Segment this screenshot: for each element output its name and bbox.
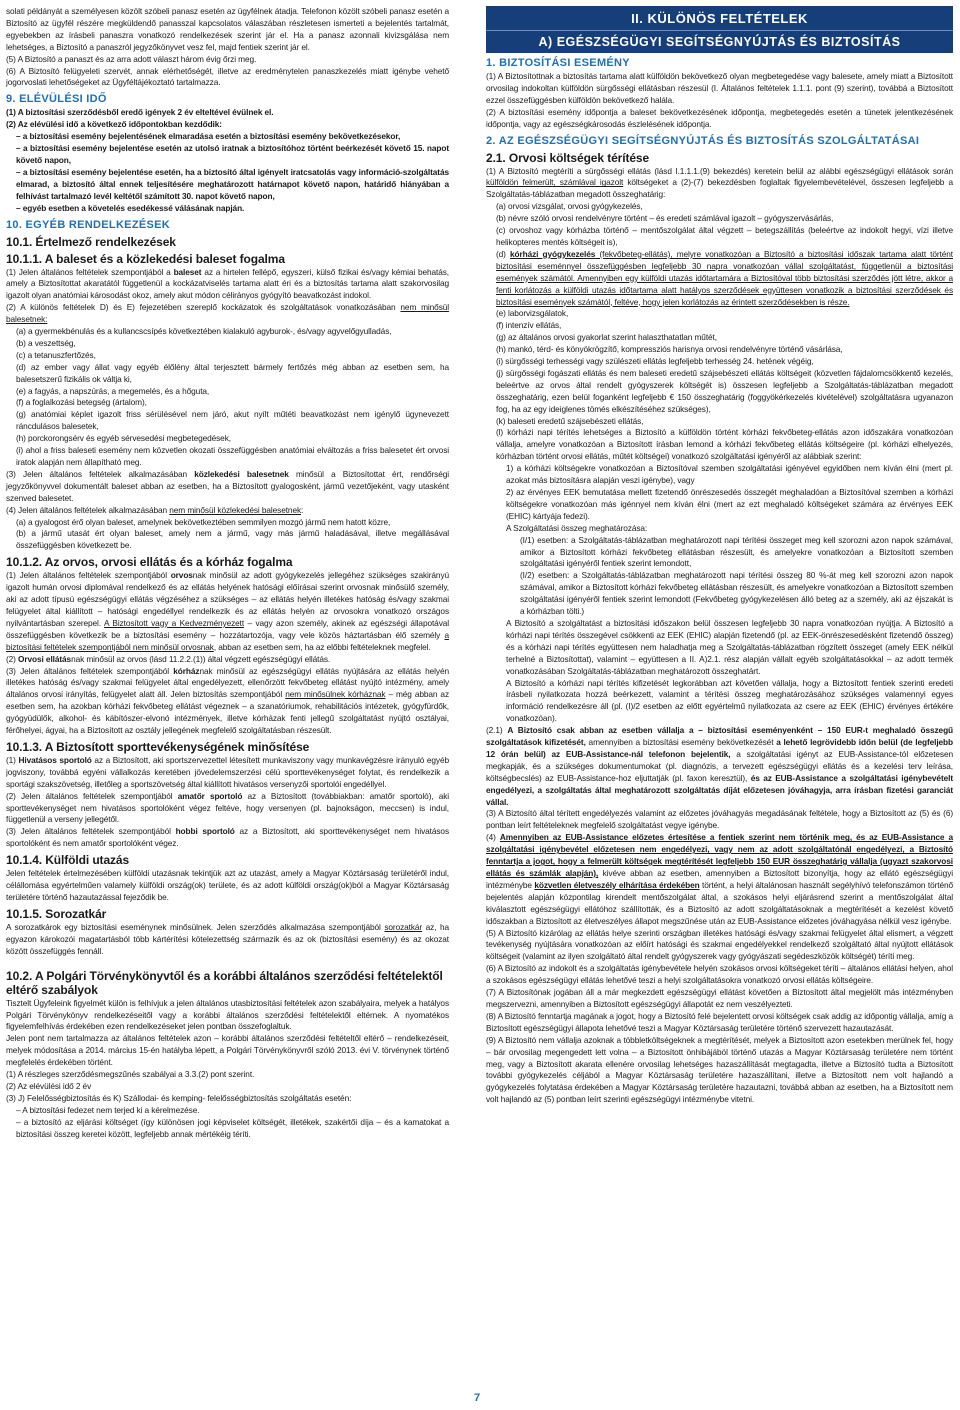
list-item: (f) intenzív ellátás, bbox=[496, 320, 562, 331]
subsection-heading: 10.1.2. Az orvos, orvosi ellátás és a kórház fogalma bbox=[6, 555, 293, 570]
list-item: (f) a foglalkozási betegség (ártalom), bbox=[16, 397, 147, 408]
list-item: (a) a gyermekbénulás és a kullancscsípés következtében kialakuló agyburok-, és/vagy agyvelőgyulladás, bbox=[16, 326, 392, 337]
list-item: (b) névre szóló orvosi rendelvényre történt – és eredeti számlával igazolt – gyógyszervásárlás, bbox=[496, 213, 834, 224]
list-item: A Szolgáltatási összeg meghatározása: bbox=[506, 522, 648, 533]
list-item: – a biztosítási esemény bejelentése esetén, ha a biztosító által igényelt iratcsatolás vagy információ-szolgáltatás elmarad, a biztosító által ennek teljesítésére meghatározott határnapot követő napon, határidő hiányában a felhívást tartalmazó levél keltétől számított 30. napot követő napon, bbox=[16, 166, 449, 201]
list-item: (d) kórházi gyógykezelés (fekvőbeteg-ellátás), melyre vonatkozóan a Biztosító a biztosítási időszak tartama alatt történt biztosítási eseménnyel összefüggésben legfeljebb 30 napra vonatkozóan vállal szolgáltatást, függetlenül a biztosítási események számától. Amennyiben egy külföldi utazás időtartamára a Biztosítóval több biztosítási szerződés jött létre, akkor a fenti korlátozás a külföldi utazás időtartama alatt hatályos szerződések együttesen vonatkozik a biztosítási szerződések és biztosítási események számától, feltéve, hogy jelen korlátozás az érintett szerződésekben is része. bbox=[496, 248, 954, 307]
paragraph: (4) Jelen általános feltételek alkalmazásában nem minősül közlekedési balesetnek: bbox=[6, 504, 304, 515]
list-item: (a) a gyalogost érő olyan baleset, amelynek bekövetkeztében semmilyen mozgó jármű nem hatott közre, bbox=[16, 516, 391, 527]
section-banner bbox=[486, 6, 953, 53]
section-heading-2: 2. AZ EGÉSZSÉGÜGYI SEGÍTSÉGNYÚJTÁS ÉS BIZTOSÍTÁS SZOLGÁLTATÁSAI bbox=[486, 134, 920, 147]
paragraph: A Biztosító a kórházi napi térítés kifizetését legkorábban azt követően vállalja, hogy a Biztosított fentiek szerinti eredeti írásbeli nyilatkozata hozzá beérkezett, valamint a térítési összeg meghatározásához szükséges valamennyi egyes információ rendelkezésre áll (pl. (I)/2 esetben az előtt egyértelmű nyilatkozata az csere az EEK (EHIC) érvényes értékére vonatkozóan). bbox=[506, 677, 953, 724]
intro-paragraph: (5) A Biztosító a panaszt és az arra adott választ három évig őrzi meg. bbox=[6, 53, 257, 64]
list-item: (i) ahol a friss baleseti esemény nem közvetlen okozati összefüggésben anatómiai elváltozás a friss balesetet ért orvosi iratok alapján nem állapítható meg. bbox=[16, 445, 449, 467]
list-item: (a) orvosi vizsgálat, orvosi gyógykezelés, bbox=[496, 201, 643, 212]
list-item: 2) az érvényes EEK bemutatása mellett fizetendő önrészesedés összegét meghaladóan a Biztosítóval szemben a kórházi költségekre vonatkozóan más igénnyel nem kíván élni (mert az ezt meghaladó költségeket számára az érvényes EEK (EHIC) kártyája fedezi). bbox=[506, 487, 953, 521]
list-item: (h) mankó, térd- és könyökrögzítő, kompressziós harisnya orvosi rendelvényre történő vásárlása, bbox=[496, 344, 843, 355]
section-heading-1: 1. BIZTOSÍTÁSI ESEMÉNY bbox=[486, 57, 630, 69]
paragraph: (2) Orvosi ellátásnak minősül az orvos (lásd 11.2.2.(1)) által végzett egészségügyi ellátás. bbox=[6, 653, 331, 664]
list-item: (c) orvoshoz vagy kórházba történő – mentőszolgálat által végzett – betegszállítás (beleértve az indokolt hegyi, vízi illetve helikopteres mentés költségeit is), bbox=[496, 225, 953, 247]
paragraph: Jelen pont nem tartalmazza az általános feltételek azon – korábbi általános szerződési feltételtől eltérő – rendelkezéseit, melyek módosítása a 2014. március 15-én hatályba lépett, a Polgári Törvénykönyvről szóló 2013. évi V. törvénynek történő megfelelés érdekében történt. bbox=[6, 1033, 449, 1068]
intro-paragraph: (6) A Biztosító felügyeleti szervét, annak elérhetőségét, illetve az eredménytelen panaszkezelés miatt igénybe vehető jogorvoslati lehetőségeket az Ügyféltájékoztató tartalmazza. bbox=[6, 65, 449, 88]
paragraph: (1) A Biztosítottnak a biztosítás tartama alatt külföldön bekövetkező olyan megbetegedése vagy balesete, amely miatt a Biztosított orvosilag indokoltan külföldön sürgősségi ellátásban részesül (I. Általános feltételek 1.1.1. pont (9) szerint), továbbá a Biztosított ezzel összefüggésben külföldön bekövetkező halála. bbox=[486, 71, 953, 105]
subsection-heading: 10.1.3. A Biztosított sporttevékenységének minősítése bbox=[6, 739, 310, 754]
section-heading-9: 9. ELÉVÜLÉSI IDŐ bbox=[6, 93, 107, 106]
list-item: (g) anatómiai képlet igazolt friss sérülésével nem járó, akut nyílt műtéti beavatkozást nem igénylő ügynevezett ráncdulásos balesetek, bbox=[16, 409, 449, 432]
list-item: (j) sürgősségi fogászati ellátás és nem baleseti eredetű szájsebészeti ellátás költségeit (közvetlen fájdalomcsökkentő kezelés, beleértve az orvos által rendelt gyógyszerek költségét is) összesen legfeljebb a Szolgáltatás-táblázatban megadott összeghatárig, ezen belül foganként legfeljebb € 150 összeghatárig (foggyökérkezelés kivételével) szolgáltatásra ugyanazon fog, ha az egy ideiglenes tömés elkészítéséhez szükséges), bbox=[496, 367, 953, 414]
section-heading-10: 10. EGYÉB RENDELKEZÉSEK bbox=[6, 218, 170, 231]
paragraph: (3) Jelen általános feltételek szempontjából hobbi sportoló az a Biztosított, aki sporttevékenységet nem hivatásos sportolóként és nem amatőr sportolóként végez. bbox=[6, 826, 449, 849]
right-column bbox=[486, 6, 953, 1106]
paragraph: A sorozatkárok egy biztosítási eseménynek minősülnek. Jelen szerződés alkalmazása szempontjából sorozatkár az, ha egyazon károkozói magatartásból több kártérítési kötelezettség származik és az ok (biztosítási esemény) és az okozat között összefüggés fennáll. bbox=[6, 921, 449, 956]
paragraph: (2) Az elévülési idő a következő időpontokban kezdődik: bbox=[6, 119, 222, 130]
left-column bbox=[6, 6, 449, 1141]
paragraph: (2) Jelen általános feltételek szempontjából amatőr sportoló az a Biztosított (továbbiakban: amatőr sportoló), aki sporttevékenységet nem hivatásos sportolóként végez feltéve, hogy versenyen (pl. bajnokságon, meccsen) is indul, függetlenül a verseny jellegétől. bbox=[6, 790, 450, 825]
paragraph: Jelen feltételek értelmezésében külföldi utazásnak tekintjük azt az utazást, amely a Magyar Köztársaság területéről indul, célállomása egyértelműen valamely külföldi ország(ok) területe, és az adott külföldi ország(ok)ból a Magyar Köztársaság területére történő hazautazással fejeződik be. bbox=[6, 868, 449, 902]
paragraph: (2.1) A Biztosító csak abban az esetben vállalja a – biztosítási eseményenként – 150 EUR-t meghaladó összegű szolgáltatások kifizetését, amennyiben a biztosítási esemény bekövetkezését a lehető legrövidebb időn belül (de legfeljebb 12 órán belül) az EUB-Assistance-nál telefonon bejelentik, a szolgáltatási igényt az EUB-Assistance-tól előzetesen megkapják, és a szükséges dokumentumokat (pl. diagnózis, a tervezett egészségügyi ellátás és a kezelési terv leírása, költségbecslés) az EUB-Assistance-hoz eljuttatják (pl. faxon keresztül), és az EUB-Assistance a szolgáltatási igénybevételt engedélyezi, a szolgáltatás által meghatározott szolgáltatás díját előzetesen jóváhagyja, arra írásban fizetési garanciát vállal. bbox=[486, 725, 954, 807]
list-item: (l) kórházi napi térítés lehetséges a Biztosító a külföldön történt kórházi fekvőbeteg-ellátás azon időszakára vonatkozóan vállalja, amelyre vonatkozóan a Biztosított írásban lemond a kórházi fekvőbeteg ellátás költségeire (pl. kórházi elhelyezés, kórházban történt orvosi ellátás, műtét költségei) vonatkozó szolgáltatási igényéről az alábbiak szerint: bbox=[496, 427, 953, 462]
paragraph: (6) A Biztosító az indokolt és a szolgáltatás igénybevétele helyén szokásos orvosi költségeket téríti – általános ellátási helyen, ahol a szokásos egészségügyi ellátás lehetővé teszi a helyi szolgáltatásokra vonatkozó orvosi ellátás költségeire. bbox=[486, 963, 953, 986]
paragraph: (2) Az elévülési idő 2 év bbox=[6, 1080, 92, 1091]
paragraph: (1) A részleges szerződésmegszűnés szabályai a 3.3.(2) pont szerint. bbox=[6, 1069, 255, 1080]
list-item: (c) a tetanuszfertőzés, bbox=[16, 349, 96, 360]
paragraph: (1) Hivatásos sportoló az a Biztosított, aki sportszervezettel létesített munkaviszony vagy munkavégzésre irányuló egyéb jogviszony, továbbá egyéni vállalkozás keretében jövedelemszerzési célú sporttevékenységet folytat, és rendelkezik a sportági szakszövetség, illetőleg a sportszövetség által kiállított hivatásos versenyzői sportolói engedéllyel. bbox=[6, 754, 450, 789]
paragraph: (8) A Biztosító fenntartja magának a jogot, hogy a Biztosító felé bejelentett orvosi költségek csak addig az időpontig vállalja, amíg a Biztosított egészségügyi állapota lehetővé teszi a Magyar Köztársaság területére történő szervezett hazautazását. bbox=[486, 1010, 953, 1033]
list-item: (h) porckorongsérv és egyéb sérvesedési megbetegedések, bbox=[16, 433, 231, 444]
list-item: (d) az ember vagy állat vagy egyéb élőlény által terjesztett bármely fertőzés még abban az esetben sem, ha balesetszerű fizikális ok váltja ki, bbox=[16, 361, 449, 384]
list-item: – egyéb esetben a követelés esedékessé válásának napján. bbox=[16, 202, 245, 213]
subsection-heading: 10.1. Értelmező rendelkezések bbox=[6, 234, 176, 249]
paragraph: (1) Jelen általános feltételek szempontjából orvosnak minősül az adott gyógykezelés jellegéhez szükséges szakirányú igazolt humán orvosi diplomával rendelkező és az ellátás helyének hatósági előírásai szerint orvosnak minősülő személy, aki az adott típusú egészségügyi ellátás végzéséhez a szükséges – az ellátás helyén illetékes hatóság és/vagy szakmai felügyelet által kiállított – hatósági engedéllyel rendelkezik és az ellátás helyén az orvosokra vonatkozó országos nyilvántartásban szerepel. A Biztosított vagy a Kedvezményezett – vagy azon személy, akinek az egészségi állapotával összefüggésben következik be a biztosítási esemény – hozzátartozója, vagy vele közös háztartásban élő személy a biztosítási feltételek szempontjából nem minősül orvosnak, abban az esetben sem, ha az előbbi feltételeknek megfelel. bbox=[6, 570, 450, 652]
list-item: (k) baleseti eredetű szájsebészeti ellátás, bbox=[496, 415, 644, 426]
banner-subtitle: A) EGÉSZSÉGÜGYI SEGÍTSÉGNYÚJTÁS ÉS BIZTOSÍTÁS bbox=[486, 30, 953, 53]
list-item: – a biztosítási esemény bejelentése esetén az utolsó iratnak a biztosítóhoz történt beérkezését követő 15. napot követő napon, bbox=[16, 143, 449, 165]
list-item: (b) a veszettség, bbox=[16, 337, 76, 348]
list-item: – A biztosítási fedezet nem terjed ki a kérelmezése. bbox=[16, 1104, 200, 1115]
paragraph: (3) Jelen általános feltételek alkalmazásában közlekedési balesetnek minősül a Biztosítottat ért, rendőrségi jegyzőkönyvvel dokumentált baleset abban az esetben, ha a Biztosított gyalogosként, jármű vezetőjeként, vagy utasként szenved balesetet. bbox=[6, 468, 450, 503]
list-item: 1) a kórházi költségekre vonatkozóan a Biztosítóval szemben szolgáltatási igényével egyidőben nem kíván élni (mert pl. azokat más biztosításra alapján veszi igénybe), vagy bbox=[506, 463, 953, 486]
list-item: (i) sürgősségi terhességi vagy szülészeti ellátás legfeljebb terhesség 24. hetének végéig, bbox=[496, 356, 814, 367]
paragraph: (2) A biztosítási esemény időpontja a baleset bekövetkezésének időpontja, megbetegedés esetén a tünetek jelentkezésének időpontja, vagy az egészségkárosodás észlelésének időpontja. bbox=[486, 106, 953, 129]
paragraph: (3) J) Felelősségbiztosítás és K) Szállodai- és kemping- felelősségbiztosítás szolgáltatás esetén: bbox=[6, 1092, 352, 1103]
list-item: (b) a jármű utasát ért olyan baleset, amely nem a jármű, vagy más jármű haladásával, illetve megállásával összefüggésben következett be. bbox=[16, 528, 449, 551]
subsection-heading: 2.1. Orvosi költségek térítése bbox=[486, 150, 650, 165]
paragraph: (9) A Biztosító nem vállalja azoknak a többletköltségeknek a megtérítését, melyek a Biztosított azon esetekben merülnek fel, hogy – bár orvosilag megengedett lett volna – a Biztosított önhibájából történő utazás a Magyar Köztársaság területére nem történt meg, vagy a Biztosított akarata ellenére orvosilag lehetséges hazaszállítását megtagadta, illetve a Biztosító tudta a Biztosított további gyógykezelés céljából a Magyar Köztársaság területére hazaszállítani, illetve a Biztosított nem volt hajlandó a gyógykezelés folytatása érdekében a Magyar Köztársaság területére hazautazni, továbbá abban az esetben, ha a Biztosított nem volt hajlandó az (5) pontban leírt szerinti egészségügyi intézménybe vitetni. bbox=[486, 1034, 953, 1105]
paragraph: (2) A különös feltételek D) és E) fejezetében szereplő kockázatok és szolgáltatások vonatkozásában nem minősül balesetnek: bbox=[6, 302, 450, 325]
paragraph: (3) Jelen általános feltételek szempontjából kórháznak minősül az egészségügyi ellátás nyújtására az ellátás helyén illetékes hatóság és/vagy szakmai felügyelet által engedélyezett, ellenőrzött fekvőbeteg ellátást nyújtó intézmény, amely általános orvosi irányítás, felügyelet alatt áll. Jelen biztosítás szempontjából nem minősülnek kórháznak – még abban az esetben sem, ha azokban kórházi fekvőbeteg ellátást végeznek – a szanatóriumok, rehabilitációs intézetek, gyógyfürdők, gyógyüdülők, alkohol- és kábítószer-elvonó intézmények, illetve kórházak fenti jellegű szolgáltatást nyújtó osztályai, férőhelyei, ágyai, ha a Biztosított az osztály jellegének megfelelő szolgáltatásban részesült. bbox=[6, 665, 450, 736]
list-item: (g) az általános orvosi gyakorlat szerint halaszthatatlan műtét, bbox=[496, 332, 717, 343]
paragraph: (1) Jelen általános feltételek szempontjából a baleset az a hirtelen fellépő, egyszeri, külső fizikai és/vagy kémiai behatás, amely a Biztosítottat akaratától függetlenül a kockázatviselés tartama alatt éri és a biztosítás tartama alatt szakorvosilag igazolt olyan anatómiai károsodást okoz, amely akut módon célirányos gyógyító beavatkozást indokol. bbox=[6, 266, 450, 301]
list-item: – a biztosítási esemény bejelentésének elmaradása esetén a biztosítási esemény bekövetkezésekor, bbox=[16, 131, 401, 142]
subsection-heading: 10.1.5. Sorozatkár bbox=[6, 906, 107, 921]
list-item: – a biztosító az eljárási költséget (így különösen jogi képviselet költségét, illetékek, szakértői díja – és a kamatokat a biztosítási összeg keretei között, legfeljebb annak mértékéig téríti. bbox=[16, 1116, 449, 1139]
intro-paragraph: solati példányát a személyesen közölt szóbeli panasz esetén az ügyfélnek átadja. Telefonon közölt szóbeli panasz esetén a Biztosító az ügyfél részére megküldendő panasszal kapcsolatos válaszában részletesen ismerteti a bejelentés tartalmát, egyebekben az írásbeli panaszra vonatkozó rendelkezések szerint jár el. Ha a panasz azonnali kivizsgálása nem lehetséges, a Biztosító a panaszról jegyzőkönyvet vesz fel, majd fentiek szerint jár el. bbox=[6, 6, 449, 52]
list-item: (e) laborvizsgálatok, bbox=[496, 308, 569, 319]
subsection-heading: 10.2. A Polgári Törvénykönyvtől és a korábbi általános szerződési feltételektől eltérő szabályok bbox=[6, 968, 443, 997]
paragraph: A Biztosító a szolgáltatást a biztosítási időszakon belül összesen legfeljebb 30 napra vonatkozóan nyújtja. A Biztosító a kórházi napi térítés összegével csökkenti az EEK (EHIC) alapján fizetendő (pl. az EEK-önrészesedésként fizetendő összeg) és a kórházi napi térítés együttesen nem haladhatja meg a Szolgáltatás-táblázatban rögzített összeget (amely EEK nélkül terhelné a Biztosítottat), valamint – együttesen a II. A)2.1. rész alapján vállalt egyéb szolgáltatásokkal – az adott termék vonatkozásában Szolgáltatás-táblázatban meghatározott összeghatárt. bbox=[506, 617, 953, 676]
paragraph: (1) A Biztosító megtéríti a sürgősségi ellátás (lásd I.1.1.1.(9) bekezdés) keretein belül az alábbi egészségügyi ellátások során külföldön felmerült, számlával igazolt költségeket a (2)-(7) bekezdésben foglaltak figyelembevételével, összesen legfeljebb a Szolgáltatás-táblázatban megadott összeghatárig: bbox=[486, 165, 953, 200]
list-item: (I/2) esetben: a Szolgáltatás-táblázatban meghatározott napi térítési összeg 80 %-át meg kell szorozni azon napok számával, amikor a Biztosított kórházi fekvőbeteg ellátásban részesült, és amelyekre vonatkozóan a Biztosított szemben szolgáltatási igényéről fentiek szerint lemondott (Fekvőbeteg gyógykezelésen álló beteg az a személy, aki az éjszakát is a kórházban tölti.) bbox=[520, 570, 953, 617]
list-item: (I/1) esetben: a Szolgáltatás-táblázatban meghatározott napi térítési összeget meg kell szorozni azon napok számával, amikor a Biztosított kórházi fekvőbeteg ellátásban részesült, és amelyekre vonatkozóan a Biztosított szemben szolgáltatási igényéről fentiek szerint lemondott, bbox=[520, 534, 953, 569]
list-item: (e) a fagyás, a napszúrás, a megemelés, és a hőguta, bbox=[16, 385, 210, 396]
subsection-heading: 10.1.1. A baleset és a közlekedési baleset fogalma bbox=[6, 251, 285, 266]
page-number: 7 bbox=[474, 1392, 481, 1404]
paragraph: (5) A Biztosító kizárólag az ellátás helye szerinti országban illetékes hatósági és/vagy szakmai felügyelet által elismert, a végzett tevékenység nyújtására vonatkozóan az előírt hatósági és szakmai engedélyekkel rendelkező szolgáltató által nyújtott ellátások költségeit (valamint az ilyen szolgáltató által rendelt gyógyszerek vagy gyógyászati segédeszközök költségét) téríti meg. bbox=[486, 927, 953, 962]
paragraph: (4) Amennyiben az EUB-Assistance előzetes értesítése a fentiek szerint nem történik meg, és az EUB-Assistance a szolgáltatási igénybevétel előzetesen nem engedélyezi, vagy nem az adott szolgáltatónál engedélyezi, a Biztosító fenntartja a jogot, hogy a felmerült költségek megtérítését legfeljebb 150 EUR összeghatárig vállalja (ugyazt szakorvosi ellátás és számlák alapján), kivéve abban az esetben, amennyiben a Biztosított bizonyítja, hogy az ellátó egészségügyi intézménybe közvetlen életveszély elhárítása érdekében történt, a helyi általánosan használt segélyhívó telefonszámon történő bejelentés alapján központilag kirendelt mentőszolgálat által, a szokásos helyi eljárásrend szerint a mentőszolgálat által kiválasztott egészségügyi ellátóhoz szállították, és a Biztosító az adott szolgáltatásoknak a megtérítését a kezelést követő időszakban a Biztosított az életveszélyes állapot megszűnése után az EUB-Assistance előzetes jóváhagyása nélkül vesz igénybe. bbox=[486, 832, 953, 926]
paragraph: (7) A Biztosítónak jogában áll a már megkezdett egészségügyi ellátást követően a Biztosított által megjelölt más intézményben megszervezni, amennyiben a Biztosított egészségügyi állapotát ez nem veszélyezteti. bbox=[486, 987, 953, 1009]
banner-title: II. KÜLÖNÖS FELTÉTELEK bbox=[631, 11, 808, 26]
paragraph: Tisztelt Ügyfeleink figyelmét külön is felhívjuk a jelen általános utasbiztosítási feltételek azon szabályaira, melyek a hatályos Polgári Törvénykönyv rendelkezéseitől vagy a korábbi általános szerződési feltételektől eltérnek. A nyomatékos figyelemfelhívás érdekében ezen rendelkezéseket jelen pontban összefoglaltuk. bbox=[6, 997, 449, 1032]
paragraph: (1) A biztosítási szerződésből eredő igények 2 év elteltével évülnek el. bbox=[6, 107, 274, 118]
subsection-heading: 10.1.4. Külföldi utazás bbox=[6, 853, 130, 868]
paragraph: (3) A Biztosító által térített engedélyezés valamint az előzetes jóváhagyás megadásának feltétele, hogy a Biztosított az (5) és (6) pontban leírt feltételeknek megfelelő szolgáltatást vegye igénybe. bbox=[486, 808, 953, 831]
